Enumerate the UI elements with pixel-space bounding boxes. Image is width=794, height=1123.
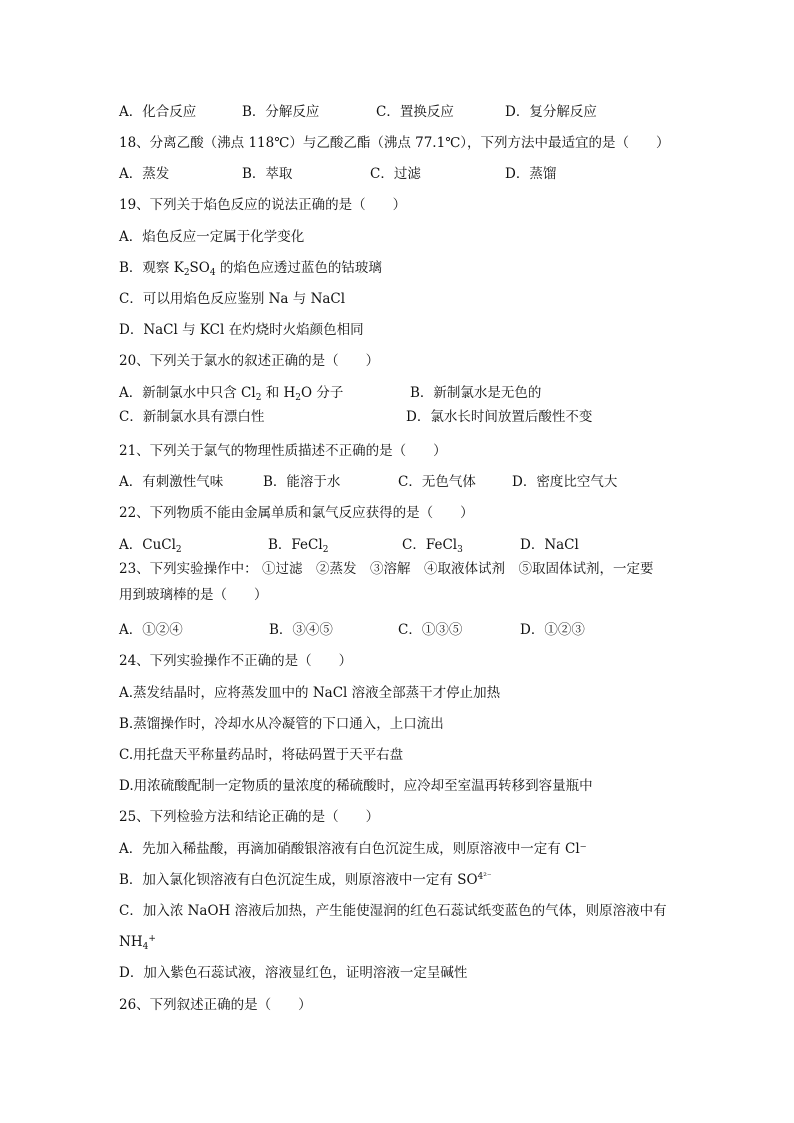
q21-stem: 21、下列关于氯气的物理性质描述不正确的是（ ） [119,443,447,459]
q23-option-b: B．③④⑤ [269,622,333,638]
q22-option-a: A．CuCl$_2$ [119,537,182,555]
q20-option-d: D．氯水长时间放置后酸性不变 [406,409,593,425]
q24-option-a: A.蒸发结晶时，应将蒸发皿中的 NaCl 溶液全部蒸干才停止加热 [119,685,501,701]
q17-option-b: B．分解反应 [242,104,320,120]
q24-option-c: C.用托盘天平称量药品时，将砝码置于天平右盘 [119,747,404,763]
q25-option-c-line1: C．加入浓 NaOH 溶液后加热，产生能使湿润的红色石蕊试纸变蓝色的气体，则原溶液中有 [119,903,667,919]
q19-stem: 19、下列关于焰色反应的说法正确的是（ ） [119,197,407,213]
q18-stem: 18、分离乙酸（沸点 118℃）与乙酸乙酯（沸点 77.1℃），下列方法中最适宜的是（ ） [119,135,670,151]
q22-option-d: D．NaCl [520,537,579,553]
q25-option-a: A．先加入稀盐酸，再滴加硝酸银溶液有白色沉淀生成，则原溶液中一定有 Cl⁻ [119,841,587,857]
q23-stem-line1: 23、下列实验操作中： ①过滤 ②蒸发 ③溶解 ④取液体试剂 ⑤取固体试剂，一定要 [119,561,654,577]
q20-stem: 20、下列关于氯水的叙述正确的是（ ） [119,353,380,369]
q18-option-b: B．萃取 [242,166,293,182]
q18-option-d: D．蒸馏 [505,166,557,182]
q18-option-c: C．过滤 [370,166,421,182]
q24-option-b: B.蒸馏操作时，冷却水从冷凝管的下口通入，上口流出 [119,716,444,732]
q19-option-a: A．焰色反应一定属于化学变化 [119,229,305,245]
q22-option-c: C．FeCl$_3$ [402,537,463,555]
q20-option-b: B．新制氯水是无色的 [410,385,542,401]
q17-option-a: A．化合反应 [119,104,197,120]
q22-stem: 22、下列物质不能由金属单质和氯气反应获得的是（ ） [119,505,474,521]
q19-option-c: C．可以用焰色反应鉴别 Na 与 NaCl [119,291,346,307]
q26-stem: 26、下列叙述正确的是（ ） [119,997,312,1013]
q24-stem: 24、下列实验操作不正确的是（ ） [119,653,353,669]
q25-stem: 25、下列检验方法和结论正确的是（ ） [119,809,380,825]
q21-option-c: C．无色气体 [398,474,476,490]
q23-option-a: A．①②④ [119,622,183,638]
q25-option-c-line2: $NH_4^+$ [119,934,156,952]
q23-option-d: D．①②③ [520,622,585,638]
q17-option-d: D．复分解反应 [505,104,597,120]
q23-option-c: C．①③⑤ [398,622,463,638]
q25-option-d: D．加入紫色石蕊试液，溶液显红色，证明溶液一定呈碱性 [119,965,468,981]
q20-option-a: A．新制氯水中只含 $Cl_2$ 和 $H_2O$ 分子 [119,385,344,403]
q19-option-b: B．观察 $K_2SO_4$ 的焰色应透过蓝色的钴玻璃 [119,260,382,278]
q18-option-a: A．蒸发 [119,166,170,182]
q19-option-d: D．NaCl 与 KCl 在灼烧时火焰颜色相同 [119,322,364,338]
q21-option-b: B．能溶于水 [263,474,341,490]
q23-stem-line2: 用到玻璃棒的是（ ） [119,587,268,603]
q24-option-d: D.用浓硫酸配制一定物质的量浓度的稀硫酸时，应冷却至室温再转移到容量瓶中 [119,778,593,794]
q17-option-c: C．置换反应 [376,104,454,120]
q21-option-d: D．密度比空气大 [512,474,618,490]
q22-option-b: B．FeCl$_2$ [268,537,329,555]
q20-option-c: C．新制氯水具有漂白性 [119,409,265,425]
q25-option-b: B．加入氯化钡溶液有白色沉淀生成，则原溶液中一定有 $SO^{4^{2-}}$ [119,872,492,888]
q21-option-a: A．有刺激性气味 [119,474,224,490]
